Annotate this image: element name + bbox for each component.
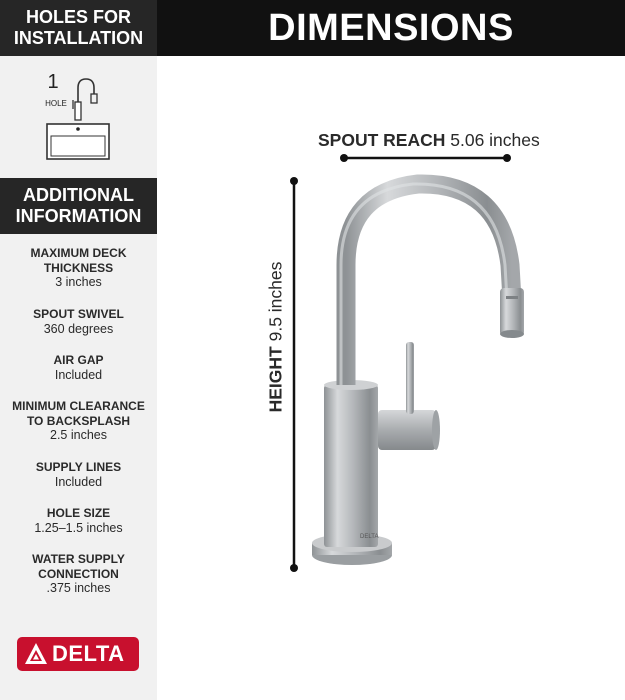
info-title-line2: INFORMATION (15, 206, 142, 226)
info-label: TO BACKSPLASH (26, 413, 131, 428)
holes-title-line2: INSTALLATION (13, 28, 144, 48)
info-title-line1: ADDITIONAL (23, 185, 134, 205)
info-label: HOLE SIZE (46, 506, 111, 520)
info-label: AIR GAP (53, 353, 104, 367)
page-title-text: DIMENSIONS (268, 6, 514, 49)
height-title: HEIGHT (265, 346, 286, 413)
info-value: Included (54, 367, 103, 382)
height-value: 9.5 inches (265, 261, 286, 342)
logo-text: DELTA (52, 641, 125, 666)
info-label: MINIMUM CLEARANCE (12, 399, 145, 413)
info-label: MAXIMUM DECK (30, 246, 127, 260)
info-value: 1.25–1.5 inches (34, 520, 123, 535)
spout-reach-title: SPOUT REACH (318, 130, 446, 150)
info-value: 360 degrees (43, 321, 114, 336)
info-value: 2.5 inches (50, 428, 107, 442)
faucet-image (300, 170, 540, 580)
info-value: .375 inches (46, 581, 111, 595)
spout-reach-label (318, 130, 540, 151)
info-label: CONNECTION (38, 566, 119, 581)
spout-reach-value: 5.06 inches (450, 130, 540, 150)
info-label: THICKNESS (43, 260, 114, 275)
info-label: SUPPLY LINES (35, 460, 122, 474)
info-value: 3 inches (55, 275, 102, 289)
info-value: Included (54, 474, 103, 489)
holes-title-line1: HOLES FOR (25, 7, 131, 27)
hole-word: HOLE (45, 99, 67, 108)
info-label: WATER SUPPLY (32, 552, 125, 566)
faucet-brand-mark: DELTA (360, 534, 379, 540)
hole-count: 1 (47, 71, 59, 93)
info-label: SPOUT SWIVEL (33, 307, 124, 321)
